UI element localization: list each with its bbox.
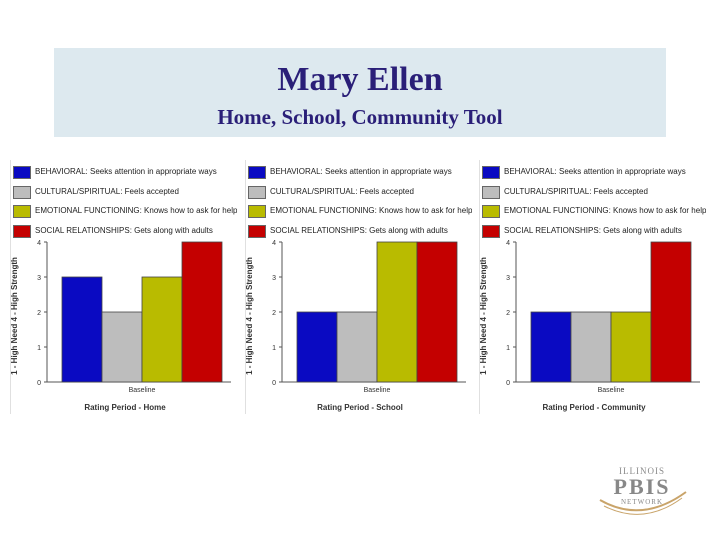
y-axis-label: 1 - High Need 4 - High Strength xyxy=(10,257,19,375)
y-tick-label: 0 xyxy=(506,380,510,387)
legend-label: EMOTIONAL FUNCTIONING: Knows how to ask for help xyxy=(270,206,472,215)
y-axis-label: 1 - High Need 4 - High Strength xyxy=(479,257,488,375)
y-tick-label: 4 xyxy=(37,240,41,247)
bar-social xyxy=(182,242,222,382)
bar-chart xyxy=(246,160,474,414)
legend-label: BEHAVIORAL: Seeks attention in appropriate ways xyxy=(270,167,452,176)
bar-emotional xyxy=(142,277,182,382)
y-axis-label: 1 - High Need 4 - High Strength xyxy=(245,257,254,375)
y-tick-label: 2 xyxy=(272,310,276,317)
y-tick-label: 3 xyxy=(272,275,276,282)
y-tick-label: 0 xyxy=(272,380,276,387)
legend-label: EMOTIONAL FUNCTIONING: Knows how to ask for help xyxy=(35,206,237,215)
bar-behavioral xyxy=(531,312,571,382)
legend-label: BEHAVIORAL: Seeks attention in appropriate ways xyxy=(35,167,217,176)
logo-main-text: PBIS xyxy=(613,474,671,499)
bar-emotional xyxy=(377,242,417,382)
title-banner xyxy=(54,48,666,137)
y-tick-label: 2 xyxy=(506,310,510,317)
chart-panel-home xyxy=(10,160,238,414)
legend-label: EMOTIONAL FUNCTIONING: Knows how to ask for help xyxy=(504,206,706,215)
x-category-label: Baseline xyxy=(128,387,156,394)
bar-social xyxy=(651,242,691,382)
x-axis-label: Rating Period - Community xyxy=(542,403,646,412)
chart-panel-school xyxy=(245,160,473,414)
x-axis-label: Rating Period - Home xyxy=(84,403,166,412)
y-tick-label: 1 xyxy=(272,345,276,352)
legend-label: BEHAVIORAL: Seeks attention in appropriate ways xyxy=(504,167,686,176)
page-title: Mary Ellen xyxy=(277,61,443,98)
y-tick-label: 2 xyxy=(37,310,41,317)
bar-chart xyxy=(11,160,239,414)
legend-label: CULTURAL/SPIRITUAL: Feels accepted xyxy=(270,186,414,196)
illinois-pbis-network-logo xyxy=(592,462,692,522)
x-axis-label: Rating Period - School xyxy=(317,403,403,412)
legend-label: CULTURAL/SPIRITUAL: Feels accepted xyxy=(504,186,648,196)
bar-chart xyxy=(480,160,708,414)
y-tick-label: 1 xyxy=(37,345,41,352)
bar-emotional xyxy=(611,312,651,382)
y-tick-label: 0 xyxy=(37,380,41,387)
bar-behavioral xyxy=(62,277,102,382)
bar-behavioral xyxy=(297,312,337,382)
x-category-label: Baseline xyxy=(363,387,391,394)
y-tick-label: 4 xyxy=(272,240,276,247)
bar-cultural xyxy=(571,312,611,382)
x-category-label: Baseline xyxy=(597,387,625,394)
bar-social xyxy=(417,242,457,382)
logo-top-text: ILLINOIS xyxy=(619,466,665,476)
logo-bottom-text: NETWORK xyxy=(621,498,663,506)
y-tick-label: 3 xyxy=(37,275,41,282)
y-tick-label: 4 xyxy=(506,240,510,247)
legend-label: SOCIAL RELATIONSHIPS: Gets along with adults xyxy=(504,225,682,235)
legend-label: CULTURAL/SPIRITUAL: Feels accepted xyxy=(35,186,179,196)
bar-cultural xyxy=(102,312,142,382)
page-subtitle: Home, School, Community Tool xyxy=(217,105,503,129)
y-tick-label: 3 xyxy=(506,275,510,282)
chart-panel-community xyxy=(479,160,707,414)
bar-cultural xyxy=(337,312,377,382)
y-tick-label: 1 xyxy=(506,345,510,352)
legend-label: SOCIAL RELATIONSHIPS: Gets along with adults xyxy=(35,225,213,235)
legend-label: SOCIAL RELATIONSHIPS: Gets along with adults xyxy=(270,225,448,235)
